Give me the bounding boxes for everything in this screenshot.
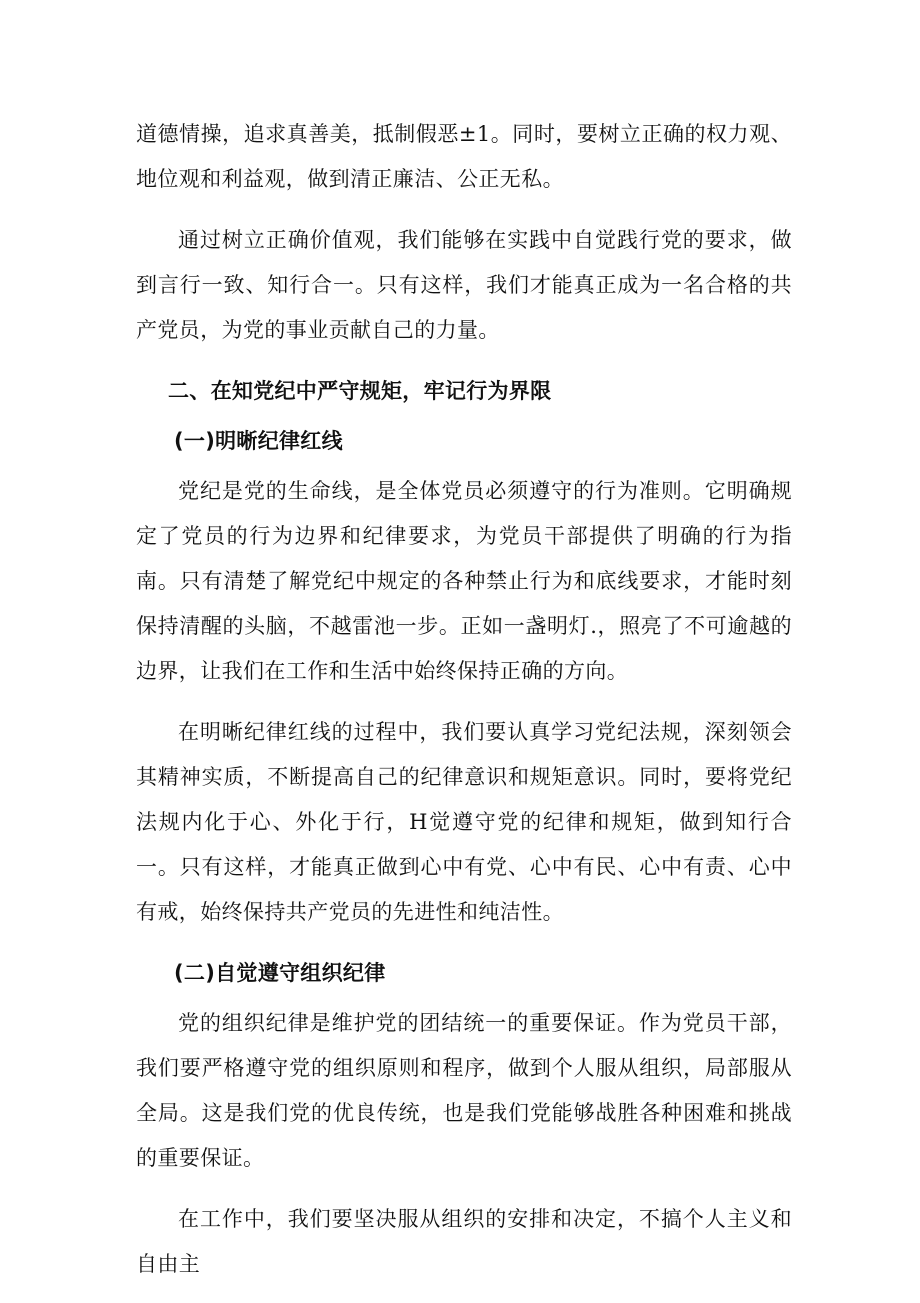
paragraph-discipline-lifeline: 党纪是党的生命线，是全体党员必须遵守的行为准则。它明确规定了党员的行为边界和纪律要求，为党员干部提供了明确的行为指南。只有清楚了解党纪中规定的各种禁止行为和底线要求，才能时刻保持清醒的头脑，不越雷池一步。正如一盏明灯.，照亮了不可逾越的边界，让我们在工作和生活中始终保持正确的方向。 [136, 479, 792, 683]
paragraph-organizational-discipline: 党的组织纪律是维护党的团结统一的重要保证。作为党员干部，我们要严格遵守党的组织原则和程序，做到个人服从组织，局部服从全局。这是我们党的优良传统，也是我们党能够战胜各种困难和挑战的重要保证。 [136, 1011, 792, 1170]
paragraph-obey-organization: 在工作中，我们要坚决服从组织的安排和决定，不搞个人主义和自由主 [136, 1207, 792, 1276]
paragraph-value-outlook: 通过树立正确价值观，我们能够在实践中自觉践行党的要求，做到言行一致、知行合一。只有这样，我们才能真正成为一名合格的共产党员，为党的事业贡献自己的力量。 [136, 228, 792, 342]
subsection-heading-1: (一)明晰纪律红线 [174, 429, 343, 453]
subsection-heading-2: (二)自觉遵守组织纪律 [174, 961, 386, 985]
paragraph-continued: 道德情操，追求真善美，抵制假恶±1。同时，要树立正确的权力观、地位观和利益观，做到清正廉洁、公正无私。 [136, 122, 792, 191]
section-heading-2: 二、在知党纪中严守规矩，牢记行为界限 [168, 379, 552, 403]
document-body [136, 112, 792, 1303]
paragraph-study-regulations: 在明晰纪律红线的过程中，我们要认真学习党纪法规，深刻领会其精神实质，不断提高自己的纪律意识和规矩意识。同时，要将党纪法规内化于心、外化于行，H觉遵守党的纪律和规矩，做到知行合一。只有这样，才能真正做到心中有党、心中有民、心中有责、心中有戒，始终保持共产党员的先进性和纯洁性。 [136, 720, 792, 924]
